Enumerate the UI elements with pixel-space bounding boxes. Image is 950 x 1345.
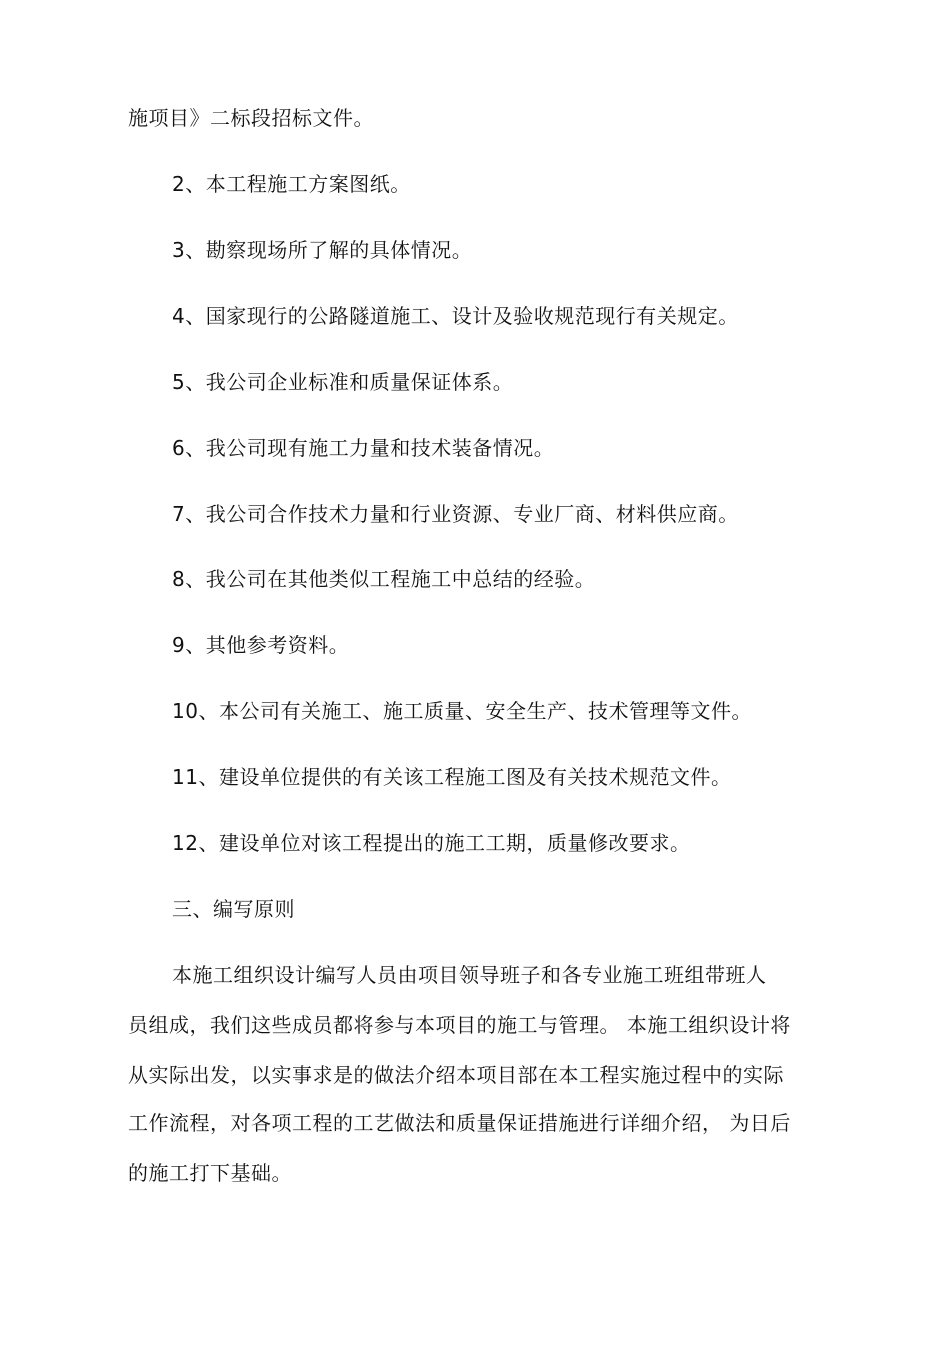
list-item: 2、本工程施工方案图纸。 [172,172,411,196]
list-item: 8、我公司在其他类似工程施工中总结的经验。 [172,567,596,591]
list-item: 10、本公司有关施工、施工质量、安全生产、技术管理等文件。 [172,699,752,723]
list-item: 11、建设单位提供的有关该工程施工图及有关技术规范文件。 [172,765,732,789]
list-item: 12、建设单位对该工程提出的施工工期，质量修改要求。 [172,831,691,855]
list-item: 5、我公司企业标准和质量保证体系。 [172,370,514,394]
paragraph-line: 本施工组织设计编写人员由项目领导班子和各专业施工班组带班人 [172,963,767,987]
list-item: 6、我公司现有施工力量和技术装备情况。 [172,436,555,460]
continuation-line: 施项目》二标段招标文件。 [128,106,374,130]
list-item: 7、我公司合作技术力量和行业资源、专业厂商、材料供应商。 [172,502,739,526]
paragraph-line: 从实际出发，以实事求是的做法介绍本项目部在本工程实施过程中的实际 [128,1063,784,1087]
paragraph-line: 的施工打下基础。 [128,1161,292,1185]
list-item: 4、国家现行的公路隧道施工、设计及验收规范现行有关规定。 [172,304,739,328]
paragraph-line: 工作流程，对各项工程的工艺做法和质量保证措施进行详细介绍， 为日后 [128,1111,791,1135]
section-heading: 三、编写原则 [172,897,295,921]
paragraph-line: 员组成，我们这些成员都将参与本项目的施工与管理。 本施工组织设计将 [128,1013,791,1037]
list-item: 9、其他参考资料。 [172,633,350,657]
list-item: 3、勘察现场所了解的具体情况。 [172,238,473,262]
